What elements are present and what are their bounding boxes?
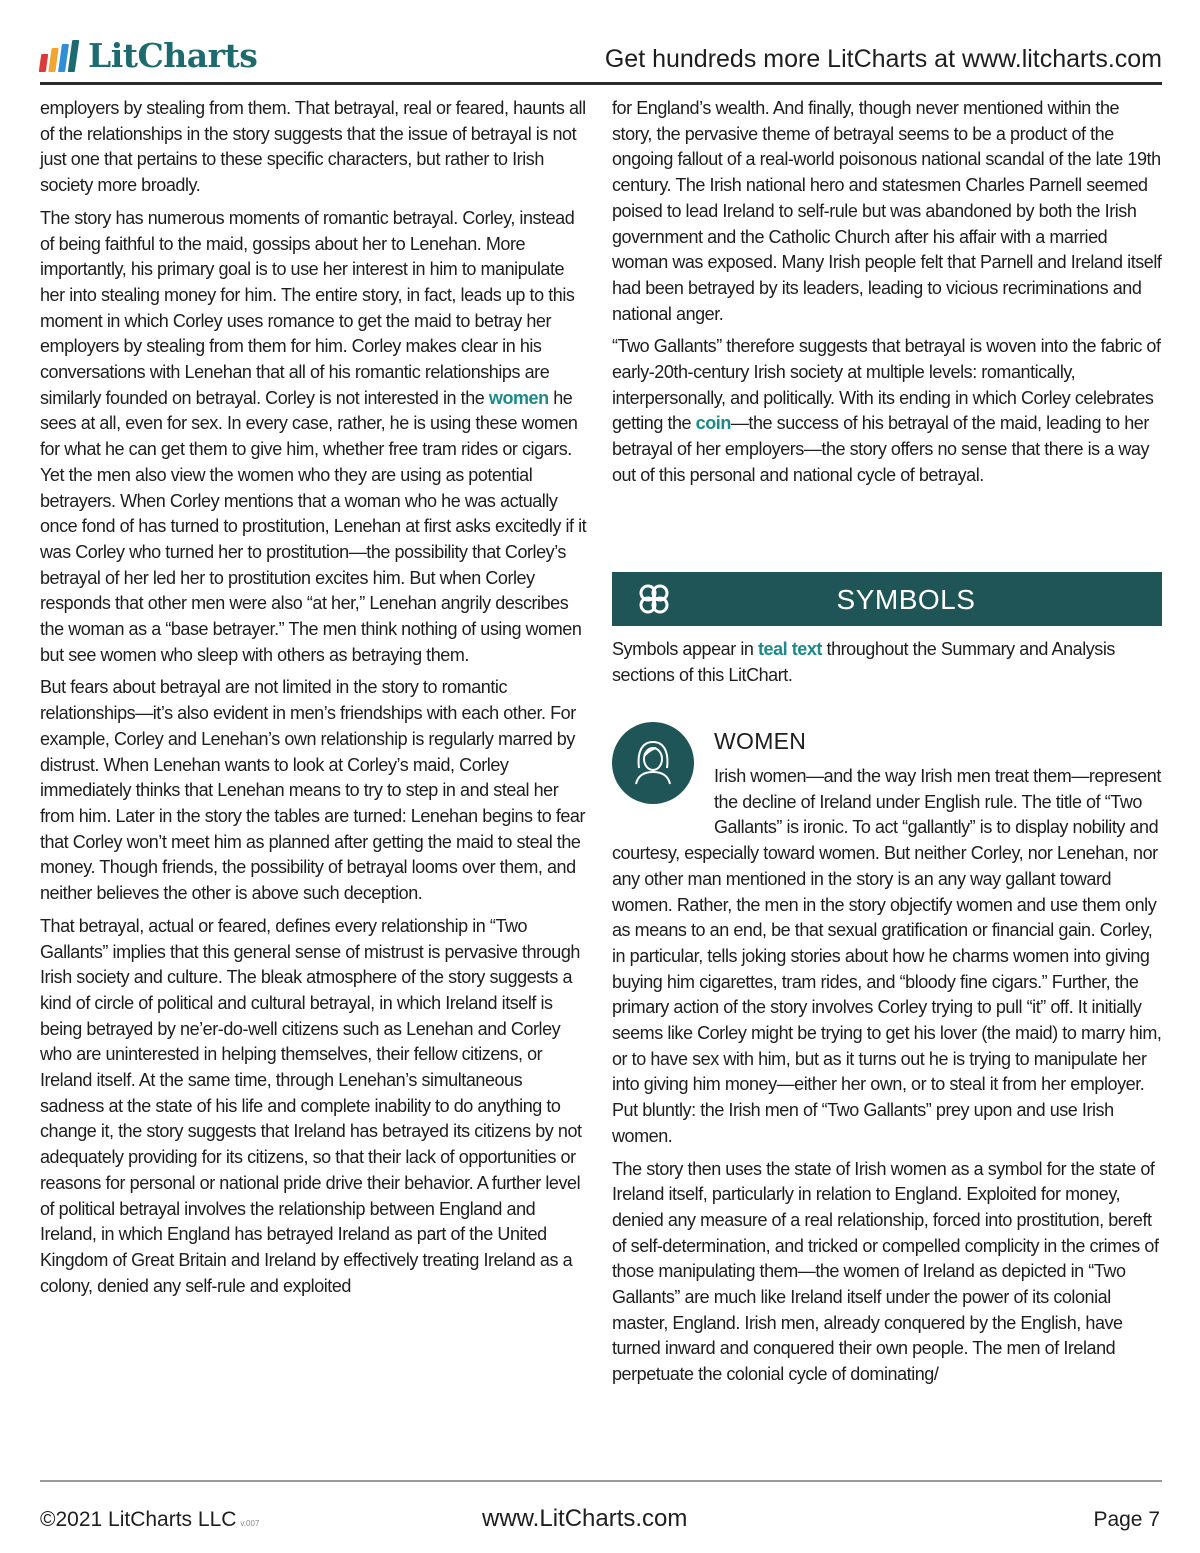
paragraph: Irish women—and the way Irish men treat them—represent the decline of Ireland under English rule. The title of “Two Gallants” is ironic. To act “gallantly” is to display nobility and courtesy, especially toward women. But neither Corley, nor Lenehan, nor any other man mentioned in the story is an any way gallant toward women. Rather, the men in the story objectify women and use them only as means to an end, be that sexual gratification or financial gain. Corley, in particular, tells joking stories about how he charms women into giving buying him cigarettes, tram rides, and “bloody fine cigars.” Further, the primary action of the story involves Corley trying to pull “it” off. It initially seems like Corley might be trying to get his lover (the maid) to marry him, or to have sex with him, but as it turns out he is trying to manipulate her into giving him money—either her own, or to steal it from her employer. Put bluntly: the Irish men of “Two Gallants” prey upon and use Irish women.	[612, 766, 1162, 1146]
paragraph: The story has numerous moments of romantic betrayal. Corley, instead of being faithful to the maid, gossips about her to Lenehan. More importantly, his primary goal is to use her interest in him to manipulate her into stealing money for him. The entire story, in fact, leads up to this moment in which Corley uses romance to get the maid to betray her employers by stealing from them for him. Corley makes clear in his conversations with Lenehan that all of his romantic relationships are similarly founded on betrayal. Corley is not interested in the women he sees at all, even for sex. In every case, rather, he is using these women for what he can get them to give him, whether free tram rides or cigars. Yet the men also view the women who they are using as potential betrayers. When Corley mentions that a woman who he was actually once fond of has turned to prostitution, Lenehan at first asks excitedly if it was Corley who turned her to prostitution—the possibility that Corley’s betrayal of her led her to prostitution excites him. But when Corley responds that other men were also “at her,” Lenehan angrily describes the woman as a “base betrayer.” The men think nothing of using women but see women who sleep with others as betraying them.	[40, 207, 587, 665]
page-header	[40, 36, 1162, 80]
paragraph: The story then uses the state of Irish women as a symbol for the state of Ireland itself, particularly in relation to England. Exploited for money, denied any measure of a real relationship, forced into prostitution, bereft of self-determination, and tricked or compelled complicity in the crimes of those manipulating them—the women of Ireland as depicted in “Two Gallants” are much like Ireland itself under the power of its colonial master, England. Irish men, already conquered by the English, have turned inward and conquered their own people. The men of Ireland perpetuate the colonial cycle of dominating/	[612, 1158, 1159, 1385]
footer-divider	[40, 1480, 1162, 1482]
version-label: v.007	[240, 1519, 260, 1528]
left-column	[40, 96, 590, 1306]
symbols-banner	[612, 572, 1162, 626]
footer-site-link[interactable]: www.LitCharts.com	[482, 1505, 688, 1532]
litcharts-logo[interactable]	[40, 38, 257, 74]
footer-copyright: ©2021 LitCharts LLC v.007	[40, 1508, 260, 1531]
header-divider	[40, 82, 1162, 85]
page-number: Page 7	[1093, 1508, 1160, 1531]
symbol-title-women: WOMEN	[714, 728, 807, 754]
logo-bars-icon	[40, 40, 84, 72]
section-title: SYMBOLS	[836, 584, 976, 615]
women-section-text	[612, 764, 1162, 1395]
symbol-link-women[interactable]: women	[488, 387, 549, 408]
symbol-link-coin[interactable]: coin	[695, 413, 731, 434]
paragraph: for England’s wealth. And finally, though never mentioned within the story, the pervasive theme of betrayal seems to be a product of the ongoing fallout of a real-world poisonous national scandal of the late 19th century. The Irish national hero and statesmen Charles Parnell seemed poised to lead Ireland to self-rule but was abandoned by both the Irish government and the Catholic Church after his affair with a married woman was exposed. Many Irish people felt that Parnell and Ireland itself had been betrayed by its leaders, leading to vicious recriminations and national anger.	[612, 98, 1162, 324]
paragraph: That betrayal, actual or feared, defines every relationship in “Two Gallants” implies that this general sense of mistrust is pervasive through Irish society and culture. The bleak atmosphere of the story suggests a kind of circle of political and cultural betrayal, in which Ireland itself is being betrayed by ne’er-do-well citizens such as Lenehan and Corley who are uninterested in helping themselves, their fellow citizens, or Ireland itself. At the same time, through Lenehan’s simultaneous sadness at the state of his life and complete inability to do anything to change it, the story suggests that Ireland has betrayed its citizens by not adequately providing for its citizens, so that their lack of opportunities or reasons for personal or national pride drive their behavior. A further level of political betrayal involves the relationship between England and Ireland, in which England has betrayed Ireland as part of the United Kingdom of Great Britain and Ireland by effectively treating Ireland as a colony, denied any self-rule and exploited	[40, 915, 582, 1296]
paragraph: “Two Gallants” therefore suggests that betrayal is woven into the fabric of early-20th-century Irish society at multiple levels: romantically, interpersonally, and politically. With its ending in which Corley celebrates getting the coin—the success of his betrayal of the maid, leading to her betrayal of her employers—the story offers no sense that there is a way out of this personal and national cycle of betrayal.	[612, 336, 1161, 485]
right-column	[612, 96, 1162, 496]
logo-text: LitCharts	[88, 36, 258, 75]
teal-text-sample: teal text	[757, 639, 822, 659]
header-tagline[interactable]: Get hundreds more LitCharts at www.litcharts.com	[604, 45, 1162, 73]
symbols-intro: Symbols appear in teal text throughout the Summary and Analysis sections of this LitChart.	[612, 639, 1115, 685]
paragraph: employers by stealing from them. That betrayal, real or feared, haunts all of the relationships in the story suggests that the issue of betrayal is not just one that pertains to these specific characters, but rather to Irish society more broadly.	[40, 98, 586, 196]
paragraph: But fears about betrayal are not limited in the story to romantic relationships—it’s also evident in men’s friendships with each other. For example, Corley and Lenehan’s own relationship is regularly marred by distrust. When Lenehan wants to look at Corley’s maid, Corley immediately thinks that Lenehan means to try to step in and steal her from him. Later in the story the tables are turned: Lenehan begins to fear that Corley won’t meet him as planned after getting the maid to steal the money. Though friends, the possibility of betrayal looms over them, and neither believes the other is above such deception.	[40, 677, 586, 904]
